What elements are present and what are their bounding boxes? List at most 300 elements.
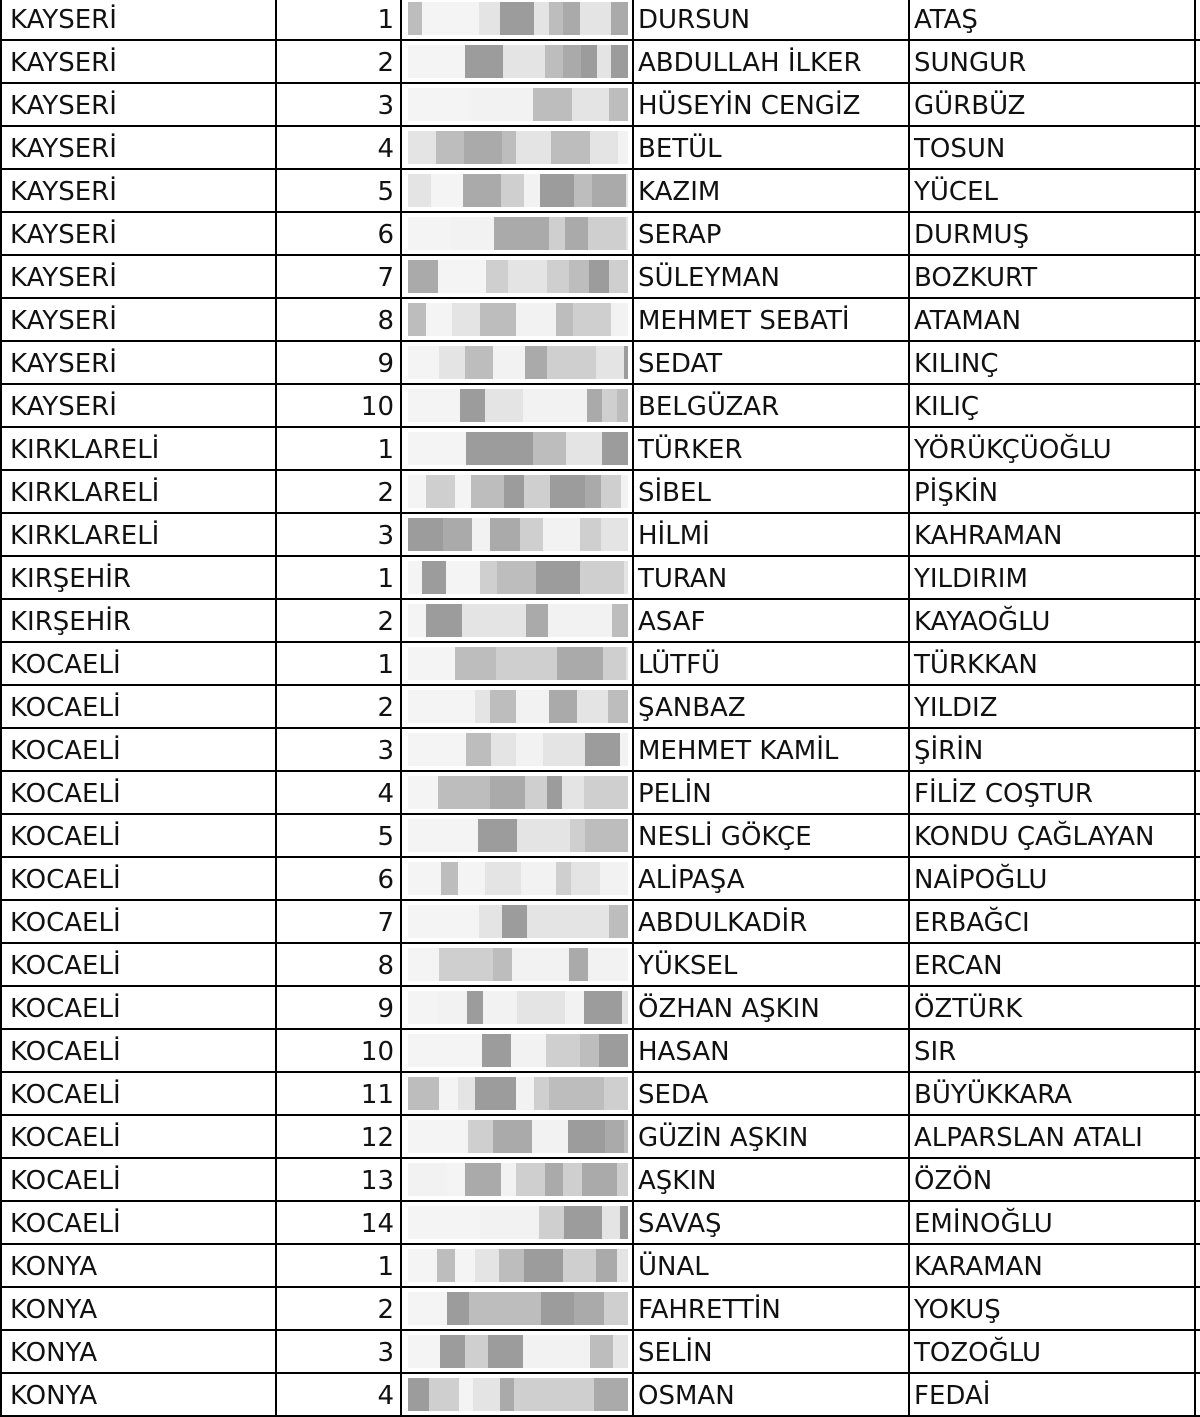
redaction-block [433, 389, 460, 422]
redaction-block [408, 905, 436, 938]
number-cell[interactable]: 8 [277, 299, 402, 340]
redaction-block [569, 733, 585, 766]
last-name-cell[interactable]: YILDIZ [910, 686, 1196, 727]
last-name-cell[interactable]: ATAŞ [910, 0, 1196, 39]
redaction-block [622, 991, 628, 1024]
redaction-block [433, 217, 451, 250]
redaction-block [569, 948, 588, 981]
number-cell[interactable]: 2 [277, 600, 402, 641]
redaction-block [617, 1249, 628, 1282]
redaction-block [505, 1206, 539, 1239]
redaction-block [408, 647, 433, 680]
province-cell[interactable]: KOCAELİ [0, 815, 277, 856]
province-cell[interactable]: KONYA [0, 1288, 277, 1329]
number-cell[interactable]: 2 [277, 686, 402, 727]
last-name-cell[interactable]: ŞİRİN [910, 729, 1196, 770]
province-cell[interactable]: KAYSERİ [0, 170, 277, 211]
redaction-block [440, 2, 479, 35]
first-name-cell[interactable]: YÜKSEL [634, 944, 910, 985]
province-cell[interactable]: KOCAELİ [0, 729, 277, 770]
last-name-cell[interactable]: ÖZTÜRK [910, 987, 1196, 1028]
redaction-block [526, 647, 557, 680]
number-cell[interactable]: 13 [277, 1159, 402, 1200]
table-row [0, 901, 1200, 944]
number-cell[interactable]: 9 [277, 987, 402, 1028]
redacted-cell[interactable] [402, 557, 634, 598]
next-column-edge [1196, 557, 1200, 598]
redaction-block [435, 1120, 468, 1153]
number-cell[interactable]: 9 [277, 342, 402, 383]
first-name-cell[interactable]: ABDULKADİR [634, 901, 910, 942]
redacted-cell[interactable] [402, 1159, 634, 1200]
redaction-block [603, 647, 626, 680]
number-cell[interactable]: 10 [277, 1030, 402, 1071]
redaction-block [514, 217, 549, 250]
last-name-cell[interactable]: FİLİZ COŞTUR [910, 772, 1196, 813]
number-cell[interactable]: 6 [277, 213, 402, 254]
table-row [0, 1116, 1200, 1159]
last-name-cell[interactable]: KONDU ÇAĞLAYAN [910, 815, 1196, 856]
redaction-block [516, 131, 551, 164]
redacted-cell[interactable] [402, 471, 634, 512]
province-cell[interactable]: KAYSERİ [0, 342, 277, 383]
last-name-cell[interactable]: ATAMAN [910, 299, 1196, 340]
province-cell[interactable]: KIRŞEHİR [0, 557, 277, 598]
redaction-block [547, 346, 578, 379]
redaction-block [566, 432, 602, 465]
last-name-cell[interactable]: YILDIRIM [910, 557, 1196, 598]
last-name-cell[interactable]: KAYAOĞLU [910, 600, 1196, 641]
last-name-cell[interactable]: KARAMAN [910, 1245, 1196, 1286]
redacted-cell[interactable] [402, 1245, 634, 1286]
redaction-block [408, 1206, 443, 1239]
redaction-block [478, 217, 494, 250]
redaction-block [545, 1163, 563, 1196]
table-row [0, 428, 1200, 471]
province-cell[interactable]: KAYSERİ [0, 84, 277, 125]
redaction-block [575, 604, 612, 637]
last-name-cell[interactable]: BÜYÜKKARA [910, 1073, 1196, 1114]
redaction-block [564, 1206, 602, 1239]
province-cell[interactable]: KAYSERİ [0, 213, 277, 254]
redaction-block [574, 174, 592, 207]
number-cell[interactable]: 5 [277, 815, 402, 856]
province-cell[interactable]: KAYSERİ [0, 299, 277, 340]
number-cell[interactable]: 8 [277, 944, 402, 985]
redaction-block [433, 647, 455, 680]
redaction-block [601, 475, 621, 508]
province-cell[interactable]: KOCAELİ [0, 1159, 277, 1200]
first-name-cell[interactable]: GÜZİN AŞKIN [634, 1116, 910, 1157]
first-name-cell[interactable]: ŞANBAZ [634, 686, 910, 727]
redaction-block [439, 948, 477, 981]
next-column-edge [1196, 41, 1200, 82]
last-name-cell[interactable]: FEDAİ [910, 1374, 1196, 1415]
last-name-cell[interactable]: KILINÇ [910, 342, 1196, 383]
table-row [0, 0, 1200, 41]
redaction-block [517, 991, 542, 1024]
province-cell[interactable]: KAYSERİ [0, 385, 277, 426]
table-row [0, 858, 1200, 901]
redaction-block [408, 733, 433, 766]
last-name-cell[interactable]: ÖZÖN [910, 1159, 1196, 1200]
province-cell[interactable]: KONYA [0, 1245, 277, 1286]
first-name-cell[interactable]: HÜSEYİN CENGİZ [634, 84, 910, 125]
redacted-cell[interactable] [402, 643, 634, 684]
redaction-block [501, 174, 524, 207]
number-cell[interactable]: 3 [277, 1331, 402, 1372]
redaction-block [617, 389, 628, 422]
redaction-block [543, 733, 569, 766]
last-name-cell[interactable]: ALPARSLAN ATALI [910, 1116, 1196, 1157]
redaction-block [526, 604, 548, 637]
number-cell[interactable]: 2 [277, 1288, 402, 1329]
next-column-edge [1196, 944, 1200, 985]
redacted-cell[interactable] [402, 1073, 634, 1114]
redaction-block [581, 45, 597, 78]
last-name-cell[interactable]: YÜCEL [910, 170, 1196, 211]
first-name-cell[interactable]: HASAN [634, 1030, 910, 1071]
number-cell[interactable]: 3 [277, 514, 402, 555]
number-cell[interactable]: 6 [277, 858, 402, 899]
redaction-block [490, 776, 525, 809]
first-name-cell[interactable]: MEHMET SEBATİ [634, 299, 910, 340]
redaction-block [557, 647, 575, 680]
redaction-block [408, 303, 426, 336]
province-cell[interactable]: KOCAELİ [0, 987, 277, 1028]
redaction-block [408, 45, 445, 78]
redacted-cell[interactable] [402, 772, 634, 813]
redaction-block [590, 1335, 613, 1368]
last-name-cell[interactable]: ERBAĞCI [910, 901, 1196, 942]
redaction-block [468, 1120, 493, 1153]
redaction-block [611, 303, 628, 336]
redaction-block [508, 1292, 541, 1325]
redacted-cell[interactable] [402, 428, 634, 469]
redaction-block [585, 733, 620, 766]
redaction-block [465, 1163, 501, 1196]
redaction-block [422, 2, 440, 35]
next-column-edge [1196, 1288, 1200, 1329]
redacted-cell[interactable] [402, 1331, 634, 1372]
province-cell[interactable]: KOCAELİ [0, 858, 277, 899]
redaction-block [587, 389, 602, 422]
redaction-block [455, 1249, 475, 1282]
province-cell[interactable]: KOCAELİ [0, 1116, 277, 1157]
redacted-cell[interactable] [402, 385, 634, 426]
province-cell[interactable]: KIRKLARELİ [0, 471, 277, 512]
redaction-block [543, 1378, 567, 1411]
province-cell[interactable]: KAYSERİ [0, 256, 277, 297]
next-column-edge [1196, 84, 1200, 125]
redaction-block [408, 389, 433, 422]
number-cell[interactable]: 4 [277, 772, 402, 813]
number-cell[interactable]: 2 [277, 471, 402, 512]
redaction-block [512, 948, 550, 981]
redaction-block [408, 2, 422, 35]
first-name-cell[interactable]: AŞKIN [634, 1159, 910, 1200]
redacted-cell[interactable] [402, 1374, 634, 1415]
number-cell[interactable]: 7 [277, 901, 402, 942]
province-cell[interactable]: KOCAELİ [0, 772, 277, 813]
redaction-block [472, 518, 490, 551]
redacted-cell[interactable] [402, 256, 634, 297]
redaction-block [504, 475, 524, 508]
first-name-cell[interactable]: SEDAT [634, 342, 910, 383]
number-cell[interactable]: 1 [277, 1245, 402, 1286]
last-name-cell[interactable]: TOZOĞLU [910, 1331, 1196, 1372]
number-cell[interactable]: 5 [277, 170, 402, 211]
redaction-block [620, 733, 628, 766]
redacted-cell[interactable] [402, 600, 634, 641]
number-cell[interactable]: 7 [277, 256, 402, 297]
province-cell[interactable]: KIRŞEHİR [0, 600, 277, 641]
province-cell[interactable]: KONYA [0, 1374, 277, 1415]
redacted-cell[interactable] [402, 944, 634, 985]
redaction-block [605, 1120, 624, 1153]
redaction-block [604, 1292, 628, 1325]
number-cell[interactable]: 1 [277, 428, 402, 469]
redacted-cell[interactable] [402, 901, 634, 942]
redacted-cell[interactable] [402, 213, 634, 254]
redacted-cell[interactable] [402, 1116, 634, 1157]
redacted-cell[interactable] [402, 729, 634, 770]
first-name-cell[interactable]: OSMAN [634, 1374, 910, 1415]
redaction-block [534, 2, 549, 35]
province-cell[interactable]: KOCAELİ [0, 1073, 277, 1114]
redaction-block [438, 260, 458, 293]
redaction-block [517, 819, 554, 852]
redacted-cell[interactable] [402, 1202, 634, 1243]
province-cell[interactable]: KOCAELİ [0, 1202, 277, 1243]
first-name-cell[interactable]: SEDA [634, 1073, 910, 1114]
redaction-block [550, 475, 585, 508]
redaction-block [543, 518, 580, 551]
next-column-edge [1196, 385, 1200, 426]
table-row [0, 299, 1200, 342]
redaction-block [437, 1249, 455, 1282]
redaction-block [596, 346, 624, 379]
redaction-block [455, 647, 477, 680]
redaction-block [463, 174, 501, 207]
redaction-block [490, 518, 520, 551]
first-name-cell[interactable]: BELGÜZAR [634, 385, 910, 426]
number-cell[interactable]: 12 [277, 1116, 402, 1157]
last-name-cell[interactable]: PİŞKİN [910, 471, 1196, 512]
province-cell[interactable]: KOCAELİ [0, 944, 277, 985]
first-name-cell[interactable]: ÜNAL [634, 1245, 910, 1286]
redaction-block [602, 1206, 620, 1239]
last-name-cell[interactable]: DURMUŞ [910, 213, 1196, 254]
table-row [0, 84, 1200, 127]
last-name-cell[interactable]: TÜRKKAN [910, 643, 1196, 684]
redaction-block [577, 690, 608, 723]
redaction-block [502, 905, 527, 938]
redaction-block [491, 1077, 516, 1110]
province-cell[interactable]: KOCAELİ [0, 901, 277, 942]
number-cell[interactable]: 2 [277, 41, 402, 82]
redacted-cell[interactable] [402, 1288, 634, 1329]
number-cell[interactable]: 3 [277, 84, 402, 125]
redaction-block [524, 1249, 563, 1282]
redacted-cell[interactable] [402, 0, 634, 39]
redaction-block [550, 905, 587, 938]
first-name-cell[interactable]: SERAP [634, 213, 910, 254]
province-cell[interactable]: KIRKLARELİ [0, 514, 277, 555]
number-cell[interactable]: 4 [277, 127, 402, 168]
redaction-block [465, 45, 503, 78]
redaction-block [588, 217, 626, 250]
number-cell[interactable]: 10 [277, 385, 402, 426]
table-row [0, 41, 1200, 84]
redaction-block [408, 88, 423, 121]
redaction-block [570, 819, 585, 852]
redaction-block [487, 432, 516, 465]
redaction-block [567, 1378, 594, 1411]
province-cell[interactable]: KIRKLARELİ [0, 428, 277, 469]
last-name-cell[interactable]: NAİPOĞLU [910, 858, 1196, 899]
province-cell[interactable]: KAYSERİ [0, 127, 277, 168]
number-cell[interactable]: 3 [277, 729, 402, 770]
first-name-cell[interactable]: TURAN [634, 557, 910, 598]
redacted-cell[interactable] [402, 127, 634, 168]
number-cell[interactable]: 11 [277, 1073, 402, 1114]
redaction-block [521, 862, 556, 895]
redaction-block [408, 1292, 447, 1325]
province-cell[interactable]: KAYSERİ [0, 41, 277, 82]
first-name-cell[interactable]: SAVAŞ [634, 1202, 910, 1243]
redaction-block [447, 1163, 465, 1196]
redaction-block [609, 260, 628, 293]
next-column-edge [1196, 1245, 1200, 1286]
redaction-block [490, 690, 516, 723]
redaction-block [458, 260, 486, 293]
province-cell[interactable]: KAYSERİ [0, 0, 277, 39]
last-name-cell[interactable]: YOKUŞ [910, 1288, 1196, 1329]
redacted-cell[interactable] [402, 514, 634, 555]
redaction-block [493, 346, 511, 379]
first-name-cell[interactable]: ALİPAŞA [634, 858, 910, 899]
first-name-cell[interactable]: NESLİ GÖKÇE [634, 815, 910, 856]
last-name-cell[interactable]: YÖRÜKÇÜOĞLU [910, 428, 1196, 469]
last-name-cell[interactable]: KAHRAMAN [910, 514, 1196, 555]
redacted-cell[interactable] [402, 342, 634, 383]
first-name-cell[interactable]: FAHRETTİN [634, 1288, 910, 1329]
redaction-block [549, 217, 565, 250]
redacted-cell[interactable] [402, 84, 634, 125]
first-name-cell[interactable]: SÜLEYMAN [634, 256, 910, 297]
redaction-block [500, 2, 534, 35]
last-name-cell[interactable]: KILIÇ [910, 385, 1196, 426]
last-name-cell[interactable]: BOZKURT [910, 256, 1196, 297]
redaction-block [437, 991, 467, 1024]
redacted-cell[interactable] [402, 170, 634, 211]
table-row [0, 514, 1200, 557]
last-name-cell[interactable]: SUNGUR [910, 41, 1196, 82]
first-name-cell[interactable]: ASAF [634, 600, 910, 641]
redacted-cell[interactable] [402, 41, 634, 82]
first-name-cell[interactable]: KAZIM [634, 170, 910, 211]
redaction-block [452, 303, 480, 336]
redaction-block [448, 88, 471, 121]
redaction-block [452, 776, 490, 809]
redaction-block [408, 131, 436, 164]
redaction-block [439, 346, 465, 379]
province-cell[interactable]: KOCAELİ [0, 1030, 277, 1071]
first-name-cell[interactable]: ABDULLAH İLKER [634, 41, 910, 82]
redaction-block [601, 518, 628, 551]
first-name-cell[interactable]: SİBEL [634, 471, 910, 512]
redaction-block [423, 88, 448, 121]
last-name-cell[interactable]: TOSUN [910, 127, 1196, 168]
table-row [0, 385, 1200, 428]
last-name-cell[interactable]: GÜRBÜZ [910, 84, 1196, 125]
redaction-block [516, 1077, 534, 1110]
number-cell[interactable]: 4 [277, 1374, 402, 1415]
last-name-cell[interactable]: SIR [910, 1030, 1196, 1071]
number-cell[interactable]: 1 [277, 0, 402, 39]
redacted-cell[interactable] [402, 686, 634, 727]
redacted-cell[interactable] [402, 1030, 634, 1071]
redaction-block [465, 1335, 488, 1368]
first-name-cell[interactable]: ÖZHAN AŞKIN [634, 987, 910, 1028]
redaction-block [611, 45, 628, 78]
number-cell[interactable]: 1 [277, 643, 402, 684]
province-cell[interactable]: KOCAELİ [0, 643, 277, 684]
redaction-block [574, 1292, 604, 1325]
province-cell[interactable]: KONYA [0, 1331, 277, 1372]
redacted-cell[interactable] [402, 815, 634, 856]
last-name-cell[interactable]: ERCAN [910, 944, 1196, 985]
first-name-cell[interactable]: DURSUN [634, 0, 910, 39]
first-name-cell[interactable]: LÜTFÜ [634, 643, 910, 684]
redaction-block [408, 948, 439, 981]
redacted-cell[interactable] [402, 987, 634, 1028]
table-row [0, 1159, 1200, 1202]
redaction-block [439, 1077, 458, 1110]
first-name-cell[interactable]: BETÜL [634, 127, 910, 168]
first-name-cell[interactable]: MEHMET KAMİL [634, 729, 910, 770]
redaction-block [491, 733, 516, 766]
redaction-block [565, 217, 588, 250]
first-name-cell[interactable]: TÜRKER [634, 428, 910, 469]
redaction-block [563, 1163, 582, 1196]
table-row [0, 1331, 1200, 1374]
number-cell[interactable]: 14 [277, 1202, 402, 1243]
redaction-block [524, 174, 540, 207]
next-column-edge [1196, 1374, 1200, 1415]
number-cell[interactable]: 1 [277, 557, 402, 598]
first-name-cell[interactable]: HİLMİ [634, 514, 910, 555]
redaction-block [533, 432, 566, 465]
redaction-block [466, 432, 487, 465]
redaction-block [408, 1034, 444, 1067]
redaction-block [548, 604, 575, 637]
redaction-block [440, 1335, 465, 1368]
next-column-edge [1196, 729, 1200, 770]
redaction-block [496, 647, 526, 680]
last-name-cell[interactable]: EMİNOĞLU [910, 1202, 1196, 1243]
redaction-block [523, 1335, 552, 1368]
province-cell[interactable]: KOCAELİ [0, 686, 277, 727]
first-name-cell[interactable]: PELİN [634, 772, 910, 813]
redaction-block [516, 1163, 545, 1196]
first-name-cell[interactable]: SELİN [634, 1331, 910, 1372]
redaction-block [471, 475, 504, 508]
redacted-cell[interactable] [402, 858, 634, 899]
redacted-cell[interactable] [402, 299, 634, 340]
redaction-block [408, 690, 446, 723]
